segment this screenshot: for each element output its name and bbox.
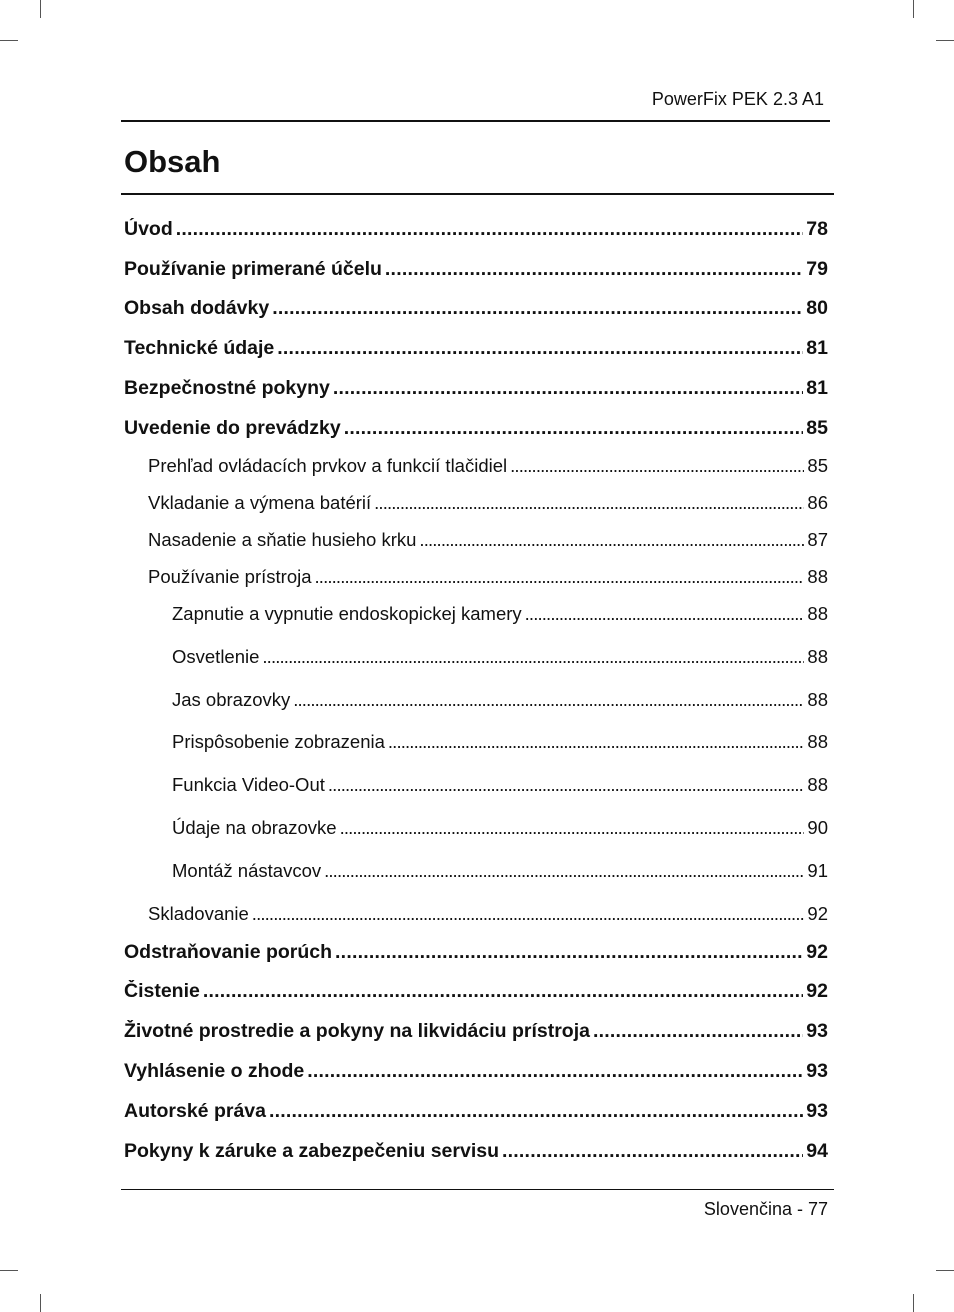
toc-entry-label: Používanie prístroja	[148, 566, 312, 587]
toc-dot-leader	[269, 1100, 803, 1123]
toc-entry[interactable]	[124, 1100, 828, 1123]
toc-entry-label: Jas obrazovky	[172, 689, 291, 710]
toc-entry[interactable]	[124, 980, 828, 1003]
toc-entry[interactable]	[148, 492, 828, 514]
toc-entry-label: Pokyny k záruke a zabezpečeniu servisu	[124, 1140, 500, 1162]
toc-entry[interactable]	[148, 903, 828, 925]
toc-dot-leader	[385, 258, 803, 281]
toc-entry-page-number: 81	[806, 337, 828, 359]
toc-dot-leader	[262, 646, 804, 668]
toc-dot-leader	[502, 1140, 803, 1163]
toc-entry-label: Vkladanie a výmena batérií	[148, 492, 372, 513]
toc-entry[interactable]	[124, 377, 828, 400]
toc-entry-page-number: 93	[806, 1100, 828, 1122]
toc-dot-leader	[307, 1060, 803, 1083]
toc-dot-leader	[419, 529, 804, 551]
page-title: Obsah	[124, 144, 221, 179]
toc-entry[interactable]	[124, 1140, 828, 1163]
toc-entry-page-number: 92	[806, 941, 828, 963]
toc-entry[interactable]	[172, 774, 828, 796]
toc-entry-label: Používanie primerané účelu	[124, 258, 382, 280]
toc-dot-leader	[344, 417, 804, 440]
toc-entry-label: Uvedenie do prevádzky	[124, 417, 341, 439]
toc-entry-page-number: 88	[807, 603, 828, 624]
toc-dot-leader	[203, 980, 803, 1003]
toc-entry[interactable]	[124, 417, 828, 440]
toc-entry-label: Životné prostredie a pokyny na likvidáciu prístroja	[124, 1020, 590, 1042]
toc-entry-label: Skladovanie	[148, 903, 249, 924]
toc-dot-leader	[277, 337, 803, 360]
toc-entry-label: Vyhlásenie o zhode	[124, 1060, 305, 1082]
toc-entry[interactable]	[124, 258, 828, 281]
toc-entry-label: Údaje na obrazovke	[172, 817, 337, 838]
toc-entry-label: Osvetlenie	[172, 646, 260, 667]
toc-entry[interactable]	[124, 218, 828, 241]
toc-dot-leader	[324, 860, 804, 882]
toc-dot-leader	[315, 566, 805, 588]
toc-entry-page-number: 94	[806, 1140, 828, 1162]
toc-entry[interactable]	[124, 941, 828, 964]
toc-entry[interactable]	[124, 337, 828, 360]
toc-entry-page-number: 85	[807, 455, 828, 476]
toc-entry-label: Funkcia Video-Out	[172, 774, 325, 795]
toc-dot-leader	[510, 455, 804, 477]
toc-entry-page-number: 87	[807, 529, 828, 550]
toc-entry-label: Obsah dodávky	[124, 297, 270, 319]
toc-entry-label: Odstraňovanie porúch	[124, 941, 333, 963]
toc-entry[interactable]	[124, 1020, 828, 1043]
toc-entry[interactable]	[172, 860, 828, 882]
toc-dot-leader	[340, 817, 805, 839]
toc-dot-leader	[593, 1020, 803, 1043]
toc-entry-label: Technické údaje	[124, 337, 275, 359]
header-product-name: PowerFix PEK 2.3 A1	[651, 89, 824, 109]
toc-entry-label: Prehľad ovládacích prvkov a funkcií tlačidiel	[148, 455, 508, 476]
toc-entry-page-number: 78	[806, 218, 828, 240]
toc-entry-page-number: 92	[807, 903, 828, 924]
toc-entry-label: Úvod	[124, 218, 173, 240]
toc-entry-page-number: 90	[807, 817, 828, 838]
toc-entry-label: Čistenie	[124, 980, 200, 1002]
toc-dot-leader	[176, 218, 804, 241]
toc-entry[interactable]	[124, 297, 828, 320]
toc-entry[interactable]	[148, 455, 828, 477]
toc-entry-label: Bezpečnostné pokyny	[124, 377, 330, 399]
toc-entry[interactable]	[172, 817, 828, 839]
toc-dot-leader	[252, 903, 805, 925]
toc-entry-label: Montáž nástavcov	[172, 860, 322, 881]
toc-entry-page-number: 88	[807, 774, 828, 795]
toc-entry-page-number: 81	[806, 377, 828, 399]
toc-entry-label: Nasadenie a sňatie husieho krku	[148, 529, 417, 550]
toc-entry-label: Prispôsobenie zobrazenia	[172, 731, 385, 752]
toc-entry[interactable]	[172, 689, 828, 711]
toc-entry-page-number: 85	[806, 417, 828, 439]
toc-entry-page-number: 88	[807, 731, 828, 752]
toc-entry[interactable]	[148, 566, 828, 588]
toc-entry-page-number: 79	[806, 258, 828, 280]
toc-entry-page-number: 80	[806, 297, 828, 319]
toc-dot-leader	[272, 297, 803, 320]
toc-dot-leader	[293, 689, 804, 711]
toc-entry-page-number: 93	[806, 1020, 828, 1042]
toc-dot-leader	[525, 603, 805, 625]
toc-entry-page-number: 93	[806, 1060, 828, 1082]
footer-page-number: Slovenčina - 77	[703, 1199, 828, 1219]
toc-entry[interactable]	[172, 731, 828, 753]
toc-entry[interactable]	[124, 1060, 828, 1083]
toc-entry-page-number: 86	[807, 492, 828, 513]
toc-entry-page-number: 91	[807, 860, 828, 881]
toc-entry-label: Autorské práva	[124, 1100, 266, 1122]
toc-entry-page-number: 88	[807, 566, 828, 587]
toc-dot-leader	[335, 941, 803, 964]
toc-entry-label: Zapnutie a vypnutie endoskopickej kamery	[172, 603, 522, 624]
footer-rule	[121, 1189, 834, 1190]
toc-dot-leader	[333, 377, 803, 400]
toc-entry-page-number: 88	[807, 689, 828, 710]
toc-dot-leader	[328, 774, 805, 796]
toc-entry[interactable]	[172, 603, 828, 625]
toc-dot-leader	[374, 492, 804, 514]
toc-entry-page-number: 88	[807, 646, 828, 667]
toc-entry-page-number: 92	[806, 980, 828, 1002]
toc-dot-leader	[388, 731, 805, 753]
toc-entry[interactable]	[172, 646, 828, 668]
toc-entry[interactable]	[148, 529, 828, 551]
